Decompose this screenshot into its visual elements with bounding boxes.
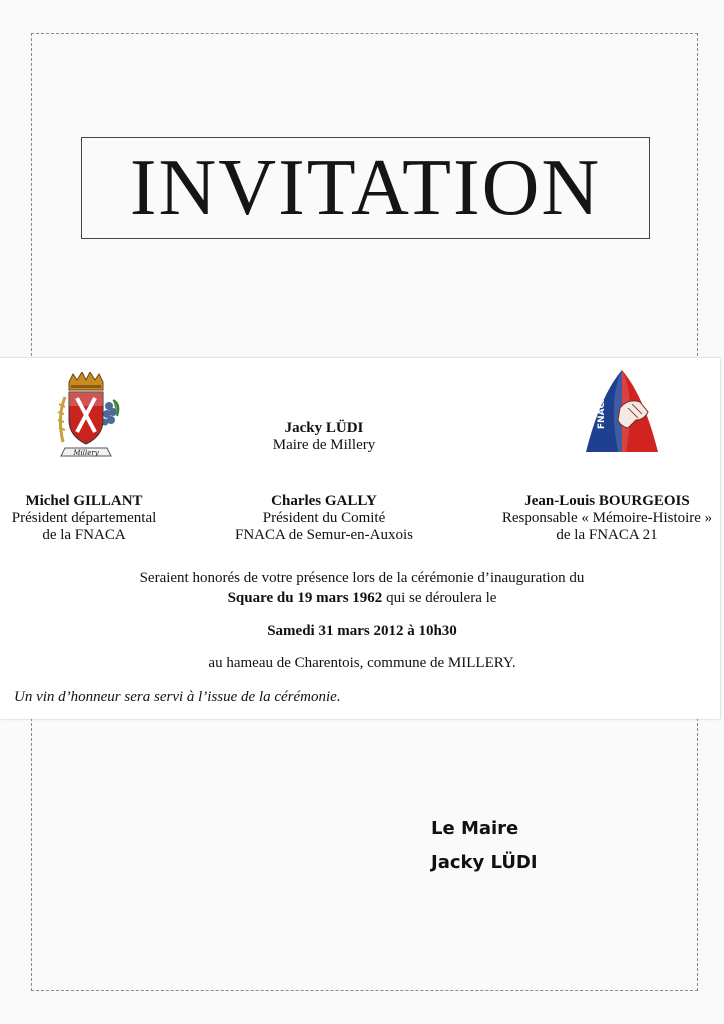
signature-name: Jacky LÜDI xyxy=(431,852,538,873)
cohost-block xyxy=(492,493,722,544)
crest-label: Millery xyxy=(73,449,99,457)
invitation-title: INVITATION xyxy=(129,144,602,232)
svg-text:FNACA xyxy=(597,395,607,429)
venue-suffix: qui se déroulera le xyxy=(382,590,497,606)
cohost-org: FNACA de Semur-en-Auxois xyxy=(234,527,414,543)
cohost-block xyxy=(224,493,424,544)
cohost-name: Michel GILLANT xyxy=(25,493,143,509)
fnaca-logo-icon xyxy=(582,368,662,458)
cohost-org: de la FNACA xyxy=(42,527,126,543)
host-block xyxy=(224,420,424,454)
cohost-title: Président du Comité xyxy=(262,510,386,526)
fnaca-logo-text: FNACA xyxy=(597,394,607,430)
host-role: Maire de Millery xyxy=(272,437,376,453)
cohost-block xyxy=(0,493,168,544)
cohost-title: Responsable « Mémoire-Histoire » xyxy=(501,510,713,526)
title-box xyxy=(81,137,650,239)
signature-title: Le Maire xyxy=(431,818,519,839)
venue-name: Square du 19 mars 1962 xyxy=(227,590,383,606)
invitation-text: Seraient honorés de votre présence lors de la cérémonie d’inauguration du xyxy=(139,570,585,586)
venue-line xyxy=(0,590,724,607)
cohost-name: Charles GALLY xyxy=(271,493,377,509)
reception-note: Un vin d’honneur sera servi à l’issue de la cérémonie. xyxy=(14,689,341,705)
millery-coat-of-arms-icon xyxy=(47,372,125,464)
event-place: au hameau de Charentois, commune de MILLERY. xyxy=(208,655,516,671)
cohost-title: Président départemental xyxy=(11,510,157,526)
event-date: Samedi 31 mars 2012 à 10h30 xyxy=(267,623,457,639)
host-name: Jacky LÜDI xyxy=(284,420,364,436)
cohost-name: Jean-Louis BOURGEOIS xyxy=(524,493,690,509)
cohost-org: de la FNACA 21 xyxy=(556,527,658,543)
